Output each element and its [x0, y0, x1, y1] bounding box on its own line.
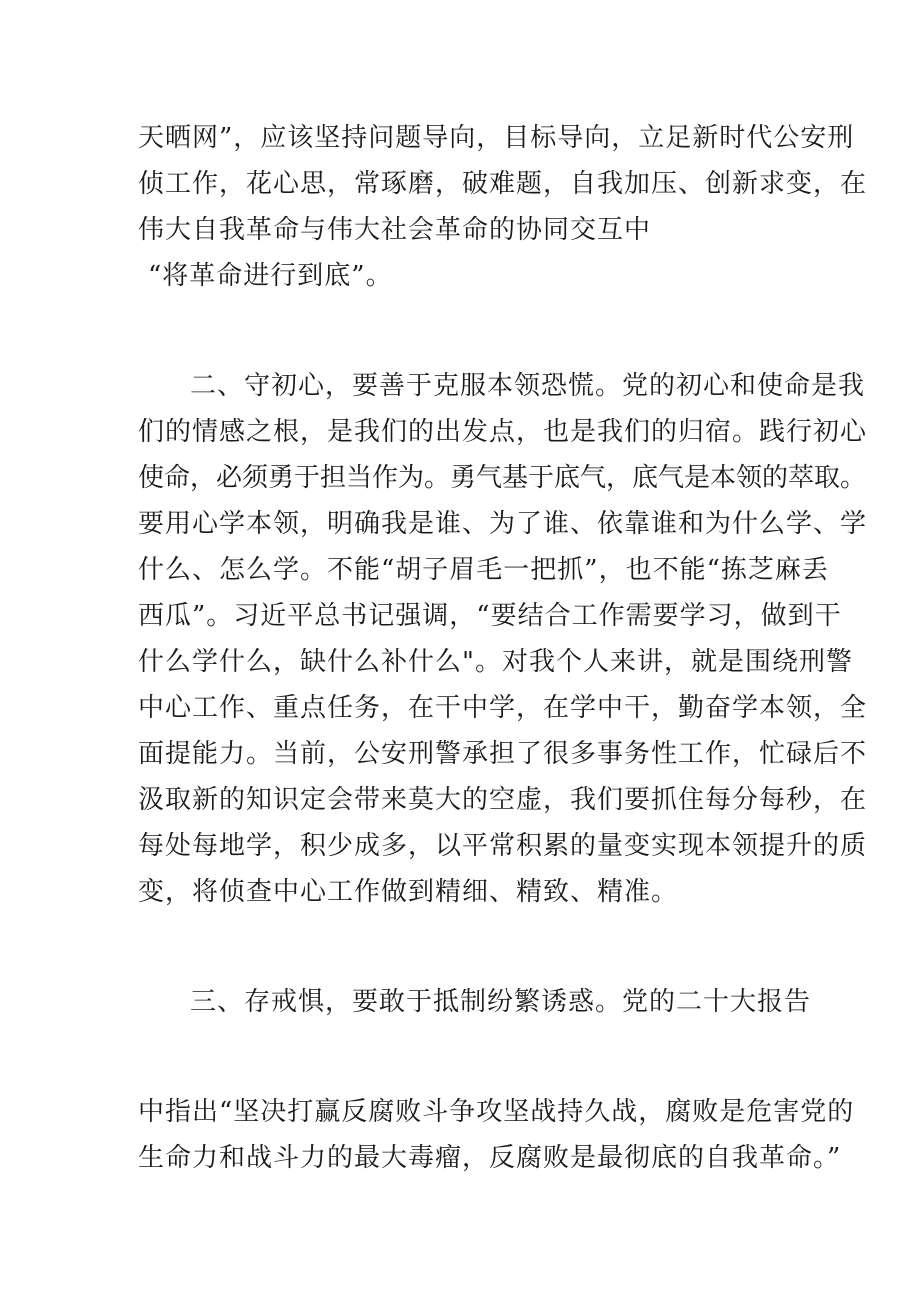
paragraph-2-line-9: 面提能力。当前，公安刑警承担了很多事务性工作，忙碌后不	[138, 739, 868, 769]
paragraph-2-line-7: 什么学什么，缺什么补什么"。对我个人来讲，就是围绕刑警	[138, 647, 853, 677]
paragraph-1-line-2: 侦工作，花心思，常琢磨，破难题，自我加压、创新求变，在	[138, 169, 868, 199]
paragraph-2-line-11: 每处每地学，积少成多，以平常积累的量变实现本领提升的质	[138, 831, 868, 861]
paragraph-2-line-8: 中心工作、重点任务，在干中学，在学中干，勤奋学本领，全	[138, 693, 868, 723]
paragraph-1-line-1: 天晒网”，应该坚持问题导向，目标导向，立足新时代公安刑	[138, 123, 855, 153]
paragraph-2-line-6: 西瓜”。习近平总书记强调，“要结合工作需要学习，做到干	[138, 601, 842, 631]
paragraph-1-line-3: 伟大自我革命与伟大社会革命的协同交互中	[138, 215, 652, 245]
paragraph-4-line-1: 中指出“坚决打赢反腐败斗争攻坚战持久战，腐败是危害党的	[138, 1097, 855, 1127]
paragraph-1-line-4: “将革命进行到底”。	[148, 261, 393, 291]
paragraph-2-line-12: 变，将侦查中心工作做到精细、精致、精准。	[138, 877, 679, 907]
paragraph-2-line-5: 什么、怎么学。不能“胡子眉毛一把抓”，也不能“拣芝麻丢	[138, 555, 829, 585]
paragraph-2-line-3: 使命，必须勇于担当作为。勇气基于底气，底气是本领的萃取。	[138, 463, 867, 493]
paragraph-3-line-1: 三、存戒惧，要敢于抵制纷繁诱惑。党的二十大报告	[190, 987, 812, 1017]
paragraph-2-line-10: 汲取新的知识定会带来莫大的空虚，我们要抓住每分每秒，在	[138, 785, 868, 815]
paragraph-2-line-2: 们的情感之根，是我们的出发点，也是我们的归宿。践行初心	[138, 417, 868, 447]
paragraph-2-line-4: 要用心学本领，明确我是谁、为了谁、依靠谁和为什么学、学	[138, 509, 868, 539]
paragraph-4-line-2: 生命力和战斗力的最大毒瘤，反腐败是最彻底的自我革命。”	[138, 1143, 842, 1173]
paragraph-2-line-1: 二、守初心，要善于克服本领恐慌。党的初心和使命是我	[190, 371, 866, 401]
